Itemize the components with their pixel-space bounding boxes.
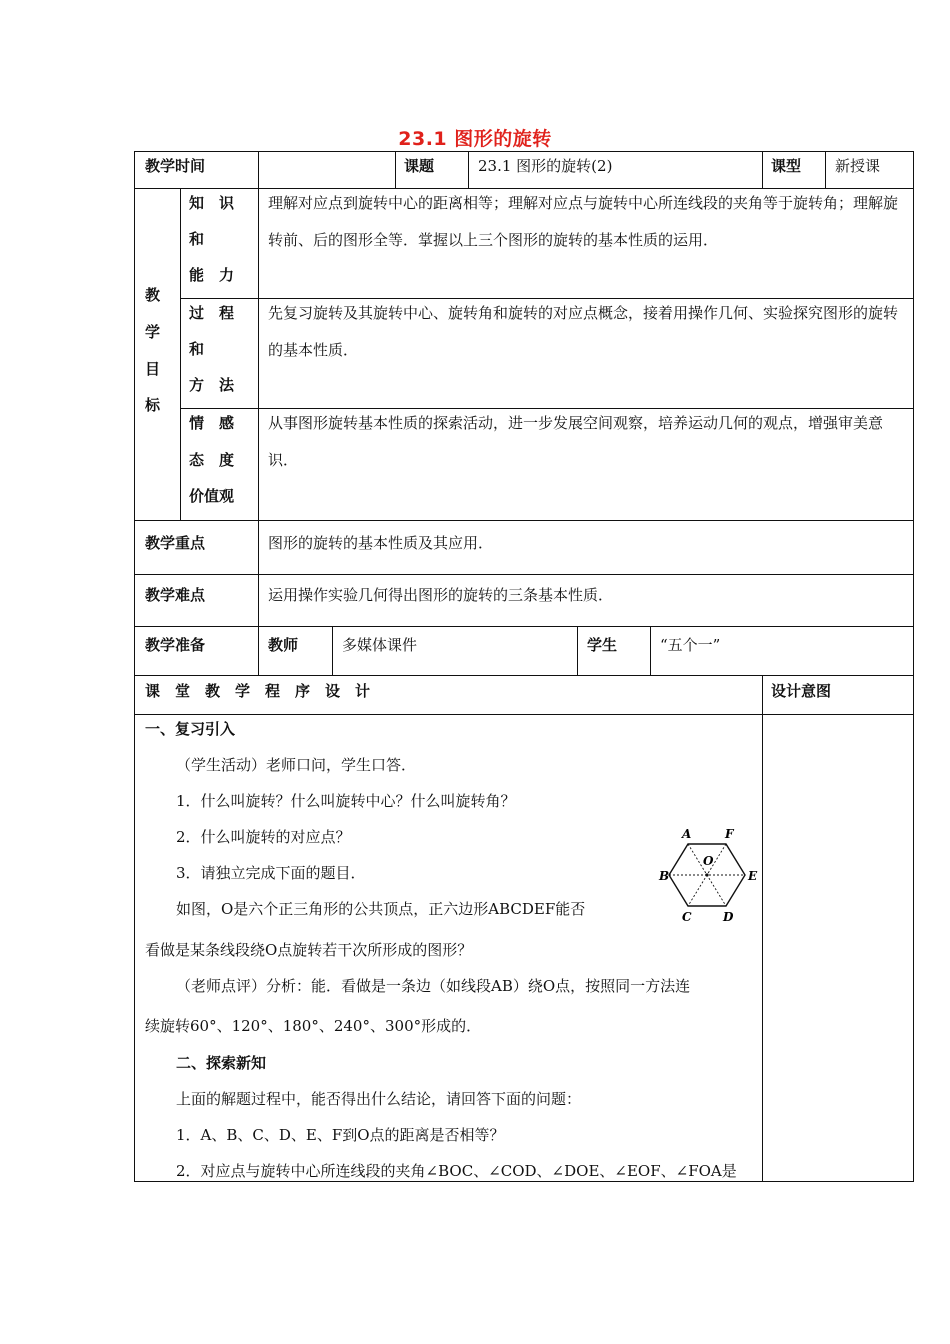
emotion-label: 态 度 [189,451,235,469]
lesson-type-value: 新授课 [835,157,881,175]
goals-label-char: 标 [145,396,161,414]
col-divider [332,626,333,675]
question-item: 1．什么叫旋转？什么叫旋转中心？什么叫旋转角？ [176,792,516,810]
question-item: 3．请独立完成下面的题目． [176,864,366,882]
emotion-label: 价值观 [189,487,235,505]
question-item: 1．A、B、C、D、E、F到O点的距离是否相等？ [176,1126,505,1144]
center-label: O [703,854,714,868]
prep-label: 教学准备 [145,636,206,654]
lesson-type-label: 课型 [771,157,802,175]
emotion-label: 情 感 [189,414,235,432]
col-divider [395,151,396,188]
vertex-label: A [682,827,692,841]
teacher-label: 教师 [268,636,299,654]
col-divider [825,151,826,188]
col-divider [258,151,259,188]
process-label: 方 法 [189,376,235,394]
vertex-label: F [725,827,734,841]
process-label: 过 程 [189,304,235,322]
col-divider [762,675,763,1182]
key-point-text: 图形的旋转的基本性质及其应用． [268,534,494,552]
col-divider [577,626,578,675]
analysis-text: 续旋转60°、120°、180°、240°、300°形成的． [145,1017,482,1035]
problem-text: 看做是某条线段绕O点旋转若干次所形成的图形？ [145,941,473,959]
knowledge-label: 知 识 [189,194,235,212]
explore-intro: 上面的解题过程中，能否得出什么结论，请回答下面的问题： [176,1090,582,1108]
topic-value: 23.1 图形的旋转(2) [478,157,613,175]
row-divider [134,714,914,715]
knowledge-goal-text: 理解对应点到旋转中心的距离相等；理解对应点与旋转中心所连线段的夹角等于旋转角；理解旋转前、后的图形全等．掌握以上三个图形的旋转的基本性质的运用． [268,194,899,249]
analysis-text: （老师点评）分析：能．看做是一条边（如线段AB）绕O点，按照同一方法连 [176,977,691,995]
row-divider [134,675,914,676]
section-heading: 一、复习引入 [145,720,236,738]
difficulty-text: 运用操作实验几何得出图形的旋转的三条基本性质． [268,586,614,604]
emotion-goal-text: 从事图形旋转基本性质的探索活动，进一步发展空间观察，培养运动几何的观点，增强审美意识． [268,414,884,469]
vertex-label: B [659,869,670,883]
goals-label-char: 学 [145,323,161,341]
goals-label-char: 目 [145,360,161,378]
row-divider [134,520,914,521]
activity-text: （学生活动）老师口问，学生口答． [176,756,417,774]
knowledge-label: 和 [189,230,205,248]
hexagon-figure [652,825,764,925]
topic-label: 课题 [404,157,435,175]
student-label: 学生 [587,636,618,654]
vertex-label: C [682,910,692,924]
process-goal-text: 先复习旋转及其旋转中心、旋转角和旋转的对应点概念，接着用操作几何、实验探究图形的旋转的基本性质． [268,304,899,359]
process-label: 和 [189,340,205,358]
goals-label-char: 教 [145,286,161,304]
problem-text: 如图，O是六个正三角形的公共顶点，正六边形ABCDEF能否 [176,900,586,918]
col-divider [762,151,763,188]
section-heading: 二、探索新知 [176,1054,267,1072]
program-heading: 课 堂 教 学 程 序 设 计 [145,682,371,700]
center-point [705,873,708,876]
col-divider [180,188,181,520]
teacher-value: 多媒体课件 [342,636,418,654]
student-value: “五个一” [660,636,721,654]
difficulty-label: 教学难点 [145,586,206,604]
col-divider [468,151,469,188]
row-divider [134,574,914,575]
question-item: 2．对应点与旋转中心所连线段的夹角∠BOC、∠COD、∠DOE、∠EOF、∠FOA是 [176,1162,737,1180]
vertex-label: D [723,910,734,924]
vertex-label: E [748,869,758,883]
col-divider [258,188,259,626]
page-title: 23.1 图形的旋转 [398,128,552,150]
design-intent-heading: 设计意图 [771,682,832,700]
key-point-label: 教学重点 [145,534,206,552]
col-divider [650,626,651,675]
question-item: 2．什么叫旋转的对应点？ [176,828,351,846]
col-divider [258,626,259,675]
knowledge-label: 能 力 [189,266,235,284]
row-divider [134,626,914,627]
teaching-time-label: 教学时间 [145,157,206,175]
